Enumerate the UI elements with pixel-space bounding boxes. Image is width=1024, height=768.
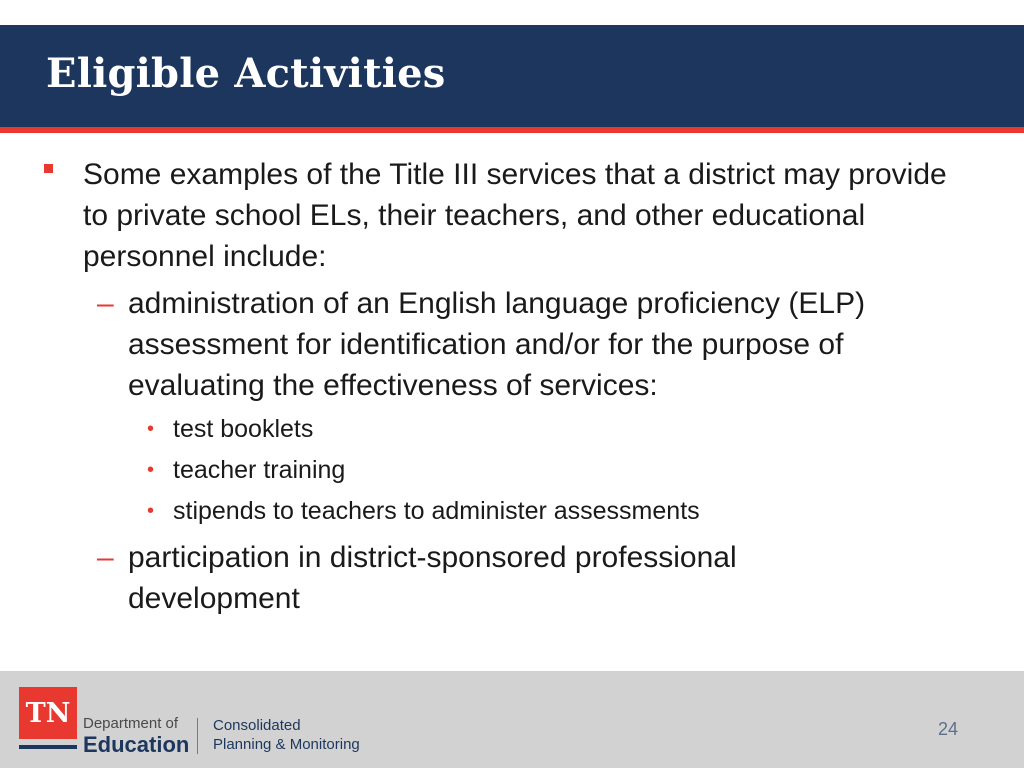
dept-line-2: Education xyxy=(83,732,190,757)
slide-title: Eligible Activities xyxy=(46,50,446,97)
logo-underline xyxy=(19,745,77,749)
bullet-teacher-training: teacher training xyxy=(173,456,346,484)
tn-logo: TN xyxy=(19,687,77,739)
dash-bullet-icon: – xyxy=(97,287,114,320)
subitem-professional-development: participation in district-sponsored professional development xyxy=(128,541,737,615)
header-accent-rule xyxy=(0,127,1024,133)
dot-bullet-icon: • xyxy=(147,418,155,440)
office-line-1: Consolidated xyxy=(213,717,301,734)
bullet-stipends: stipends to teachers to administer assessments xyxy=(173,497,700,525)
office-line-2: Planning & Monitoring xyxy=(213,736,360,753)
logo-divider xyxy=(197,718,198,754)
intro-bullet-text: Some examples of the Title III services that a district may provide to private school ELs, their teachers, and other educational personnel include: xyxy=(83,158,947,273)
page-number: 24 xyxy=(938,719,959,739)
dept-line-1: Department of xyxy=(83,715,179,732)
dash-bullet-icon: – xyxy=(97,541,114,574)
bullet-test-booklets: test booklets xyxy=(173,415,314,443)
square-bullet-icon xyxy=(44,164,53,173)
subitem-assessment: administration of an English language proficiency (ELP) assessment for identification and/or for the purpose of evaluating the effectiveness of services: xyxy=(128,287,866,402)
dot-bullet-icon: • xyxy=(147,459,155,481)
dot-bullet-icon: • xyxy=(147,500,155,522)
